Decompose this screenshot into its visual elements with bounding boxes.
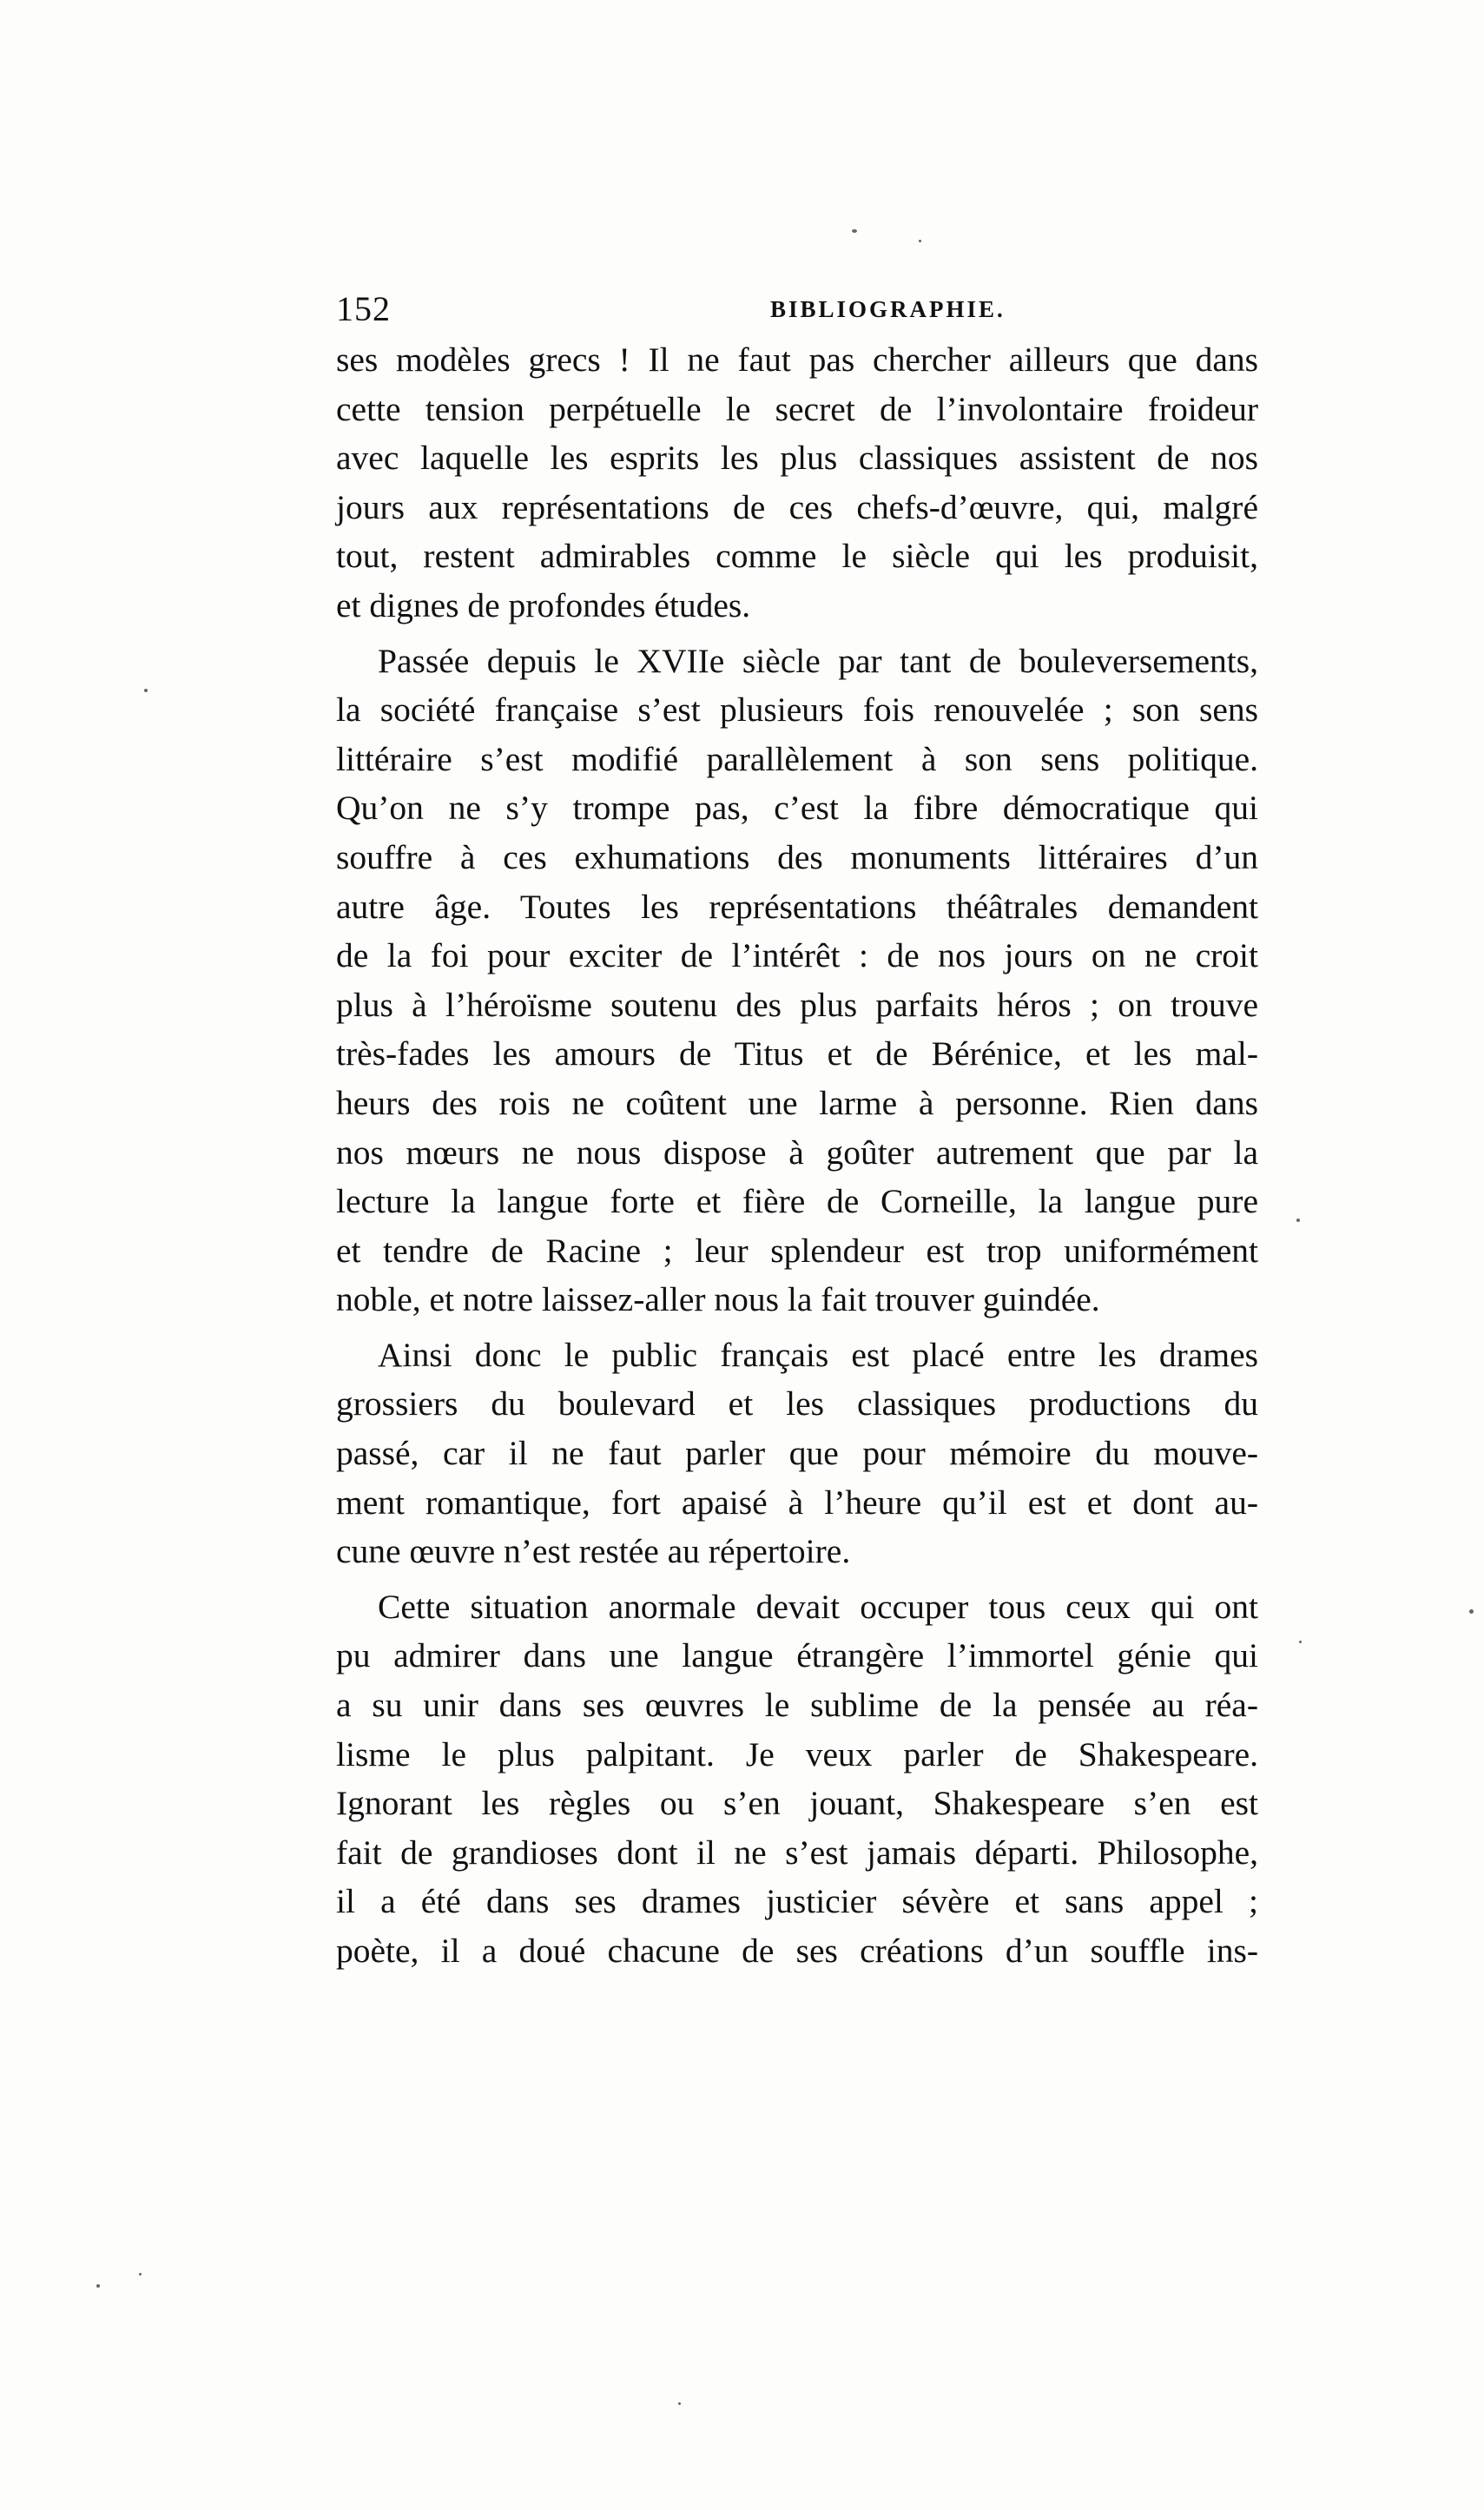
paragraph-gap	[336, 1324, 1258, 1331]
text-line: très-fades les amours de Titus et de Bérénice, et les mal-	[336, 1034, 1258, 1073]
text-line: grossiers du boulevard et les classiques productions du	[336, 1384, 1258, 1423]
running-title: BIBLIOGRAPHIE.	[770, 296, 1006, 322]
dust-speck	[678, 2402, 681, 2405]
text-line: autre âge. Toutes les représentations théâtrales demandent	[336, 887, 1258, 926]
text-line: heurs des rois ne coûtent une larme à personne. Rien dans	[336, 1083, 1258, 1122]
paragraph	[336, 335, 1258, 631]
paragraph	[336, 1331, 1258, 1576]
text-line: Ignorant les règles ou s’en jouant, Shakespeare s’en est	[336, 1784, 1258, 1823]
text-line: noble, et notre laissez-aller nous la fait trouver guindée.	[336, 1280, 1100, 1319]
running-head	[336, 285, 1258, 334]
dust-speck	[1469, 1609, 1474, 1614]
text-line: fait de grandioses dont il ne s’est jamais départi. Philosophe,	[336, 1833, 1258, 1872]
dust-speck	[139, 2273, 142, 2276]
dust-speck	[144, 689, 148, 692]
text-line: Cette situation anormale devait occuper tous ceux qui ont	[378, 1587, 1258, 1626]
text-line: plus à l’héroïsme soutenu des plus parfaits héros ; on trouve	[336, 985, 1258, 1024]
text-line: ses modèles grecs ! Il ne faut pas chercher ailleurs que dans	[336, 340, 1258, 379]
text-line: lisme le plus palpitant. Je veux parler de Shakespeare.	[336, 1734, 1258, 1774]
text-line: cune œuvre n’est restée au répertoire.	[336, 1532, 851, 1571]
text-line: Qu’on ne s’y trompe pas, c’est la fibre démocratique qui	[336, 789, 1258, 828]
text-line: lecture la langue forte et fière de Corneille, la langue pure	[336, 1182, 1258, 1221]
text-line: a su unir dans ses œuvres le sublime de la pensée au réa-	[336, 1686, 1258, 1725]
paragraph-gap	[336, 1576, 1258, 1582]
text-line: nos mœurs ne nous dispose à goûter autrement que par la	[336, 1133, 1258, 1172]
dust-speck	[852, 229, 857, 233]
text-line: il a été dans ses drames justicier sévère et sans appel ;	[336, 1882, 1258, 1921]
text-line: Ainsi donc le public français est placé entre les drames	[378, 1335, 1258, 1374]
text-line: poète, il a doué chacune de ses créations d’un souffle ins-	[336, 1932, 1258, 1970]
text-line: la société française s’est plusieurs fois renouvelée ; son sens	[336, 690, 1258, 730]
paragraph-gap	[336, 631, 1258, 637]
body-text	[336, 335, 1258, 1976]
dust-speck	[1299, 1641, 1302, 1643]
text-line: avec laquelle les esprits les plus classiques assistent de nos	[336, 439, 1258, 478]
text-line: passé, car il ne faut parler que pour mémoire du mouve-	[336, 1434, 1258, 1473]
text-line: souffre à ces exhumations des monuments littéraires d’un	[336, 837, 1258, 876]
paragraph	[336, 637, 1258, 1324]
text-line: pu admirer dans une langue étrangère l’immortel génie qui	[336, 1636, 1258, 1675]
dust-speck	[96, 2284, 100, 2288]
text-line: de la foi pour exciter de l’intérêt : de nos jours on ne croit	[336, 936, 1258, 975]
text-line: cette tension perpétuelle le secret de l’involontaire froideur	[336, 389, 1258, 428]
text-line: et tendre de Racine ; leur splendeur est trop uniformément	[336, 1231, 1258, 1270]
text-line: jours aux représentations de ces chefs-d’œuvre, qui, malgré	[336, 487, 1258, 526]
dust-speck	[1296, 1219, 1300, 1222]
text-line: Passée depuis le XVIIe siècle par tant de bouleversements,	[378, 641, 1258, 680]
text-line: littéraire s’est modifié parallèlement à son sens politique.	[336, 739, 1258, 778]
page-number: 152	[336, 289, 391, 328]
paragraph	[336, 1582, 1258, 1976]
text-line: et dignes de profondes études.	[336, 585, 751, 624]
text-line: tout, restent admirables comme le siècle qui les produisit,	[336, 537, 1258, 576]
text-line: ment romantique, fort apaisé à l’heure qu’il est et dont au-	[336, 1483, 1258, 1522]
dust-speck	[919, 240, 921, 242]
